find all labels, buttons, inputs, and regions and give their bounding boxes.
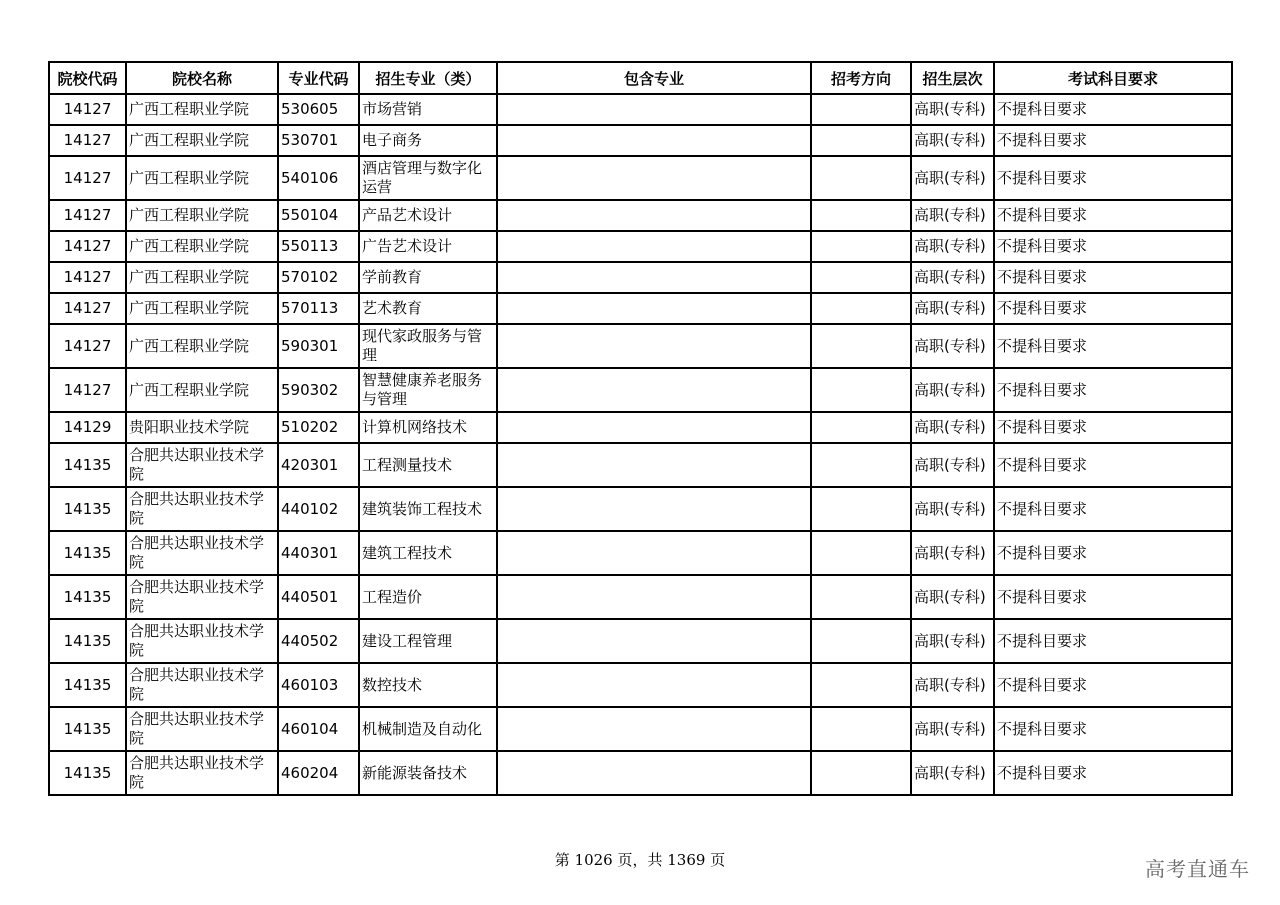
table-header-row — [49, 62, 1232, 94]
table-row — [49, 412, 1232, 443]
cell-school-name: 广西工程职业学院 — [126, 94, 278, 125]
cell-school-code: 14127 — [49, 293, 126, 324]
cell-direction — [811, 487, 911, 531]
cell-major: 市场营销 — [359, 94, 497, 125]
table-row — [49, 443, 1232, 487]
cell-subject-requirement: 不提科目要求 — [994, 368, 1232, 412]
cell-level: 高职(专科) — [911, 751, 994, 795]
cell-level: 高职(专科) — [911, 663, 994, 707]
table-row — [49, 125, 1232, 156]
cell-school-name: 合肥共达职业技术学院 — [126, 619, 278, 663]
cell-school-code: 14127 — [49, 156, 126, 200]
cell-direction — [811, 751, 911, 795]
cell-subject-requirement: 不提科目要求 — [994, 231, 1232, 262]
cell-major-code: 570113 — [278, 293, 359, 324]
cell-direction — [811, 125, 911, 156]
cell-major: 建筑装饰工程技术 — [359, 487, 497, 531]
table-row — [49, 619, 1232, 663]
cell-direction — [811, 368, 911, 412]
table-row — [49, 293, 1232, 324]
cell-major-code: 530605 — [278, 94, 359, 125]
cell-school-code: 14135 — [49, 707, 126, 751]
admissions-table — [48, 61, 1233, 796]
table-row — [49, 368, 1232, 412]
cell-major-code: 440102 — [278, 487, 359, 531]
cell-level: 高职(专科) — [911, 707, 994, 751]
cell-school-name: 广西工程职业学院 — [126, 156, 278, 200]
page-number: 第 1026 页，共 1369 页 — [554, 851, 726, 869]
cell-included-majors — [497, 487, 811, 531]
table-row — [49, 487, 1232, 531]
header-major-code: 专业代码 — [278, 62, 359, 94]
cell-level: 高职(专科) — [911, 368, 994, 412]
cell-major: 广告艺术设计 — [359, 231, 497, 262]
cell-school-code: 14135 — [49, 751, 126, 795]
cell-school-code: 14127 — [49, 94, 126, 125]
cell-major: 计算机网络技术 — [359, 412, 497, 443]
cell-school-name: 广西工程职业学院 — [126, 125, 278, 156]
cell-level: 高职(专科) — [911, 156, 994, 200]
cell-included-majors — [497, 156, 811, 200]
cell-included-majors — [497, 531, 811, 575]
cell-direction — [811, 575, 911, 619]
cell-subject-requirement: 不提科目要求 — [994, 487, 1232, 531]
cell-school-code: 14127 — [49, 262, 126, 293]
cell-level: 高职(专科) — [911, 262, 994, 293]
cell-level: 高职(专科) — [911, 575, 994, 619]
cell-school-name: 合肥共达职业技术学院 — [126, 443, 278, 487]
cell-direction — [811, 619, 911, 663]
cell-major: 现代家政服务与管理 — [359, 324, 497, 368]
cell-major-code: 530701 — [278, 125, 359, 156]
cell-level: 高职(专科) — [911, 619, 994, 663]
table-row — [49, 663, 1232, 707]
cell-major-code: 550104 — [278, 200, 359, 231]
cell-level: 高职(专科) — [911, 94, 994, 125]
cell-subject-requirement: 不提科目要求 — [994, 751, 1232, 795]
cell-level: 高职(专科) — [911, 487, 994, 531]
cell-level: 高职(专科) — [911, 531, 994, 575]
cell-subject-requirement: 不提科目要求 — [994, 94, 1232, 125]
cell-major-code: 420301 — [278, 443, 359, 487]
cell-included-majors — [497, 751, 811, 795]
cell-level: 高职(专科) — [911, 293, 994, 324]
header-subject-requirement: 考试科目要求 — [994, 62, 1232, 94]
cell-school-code: 14135 — [49, 487, 126, 531]
cell-subject-requirement: 不提科目要求 — [994, 262, 1232, 293]
table-row — [49, 531, 1232, 575]
cell-included-majors — [497, 663, 811, 707]
cell-level: 高职(专科) — [911, 324, 994, 368]
header-school-name: 院校名称 — [126, 62, 278, 94]
cell-school-name: 广西工程职业学院 — [126, 324, 278, 368]
cell-level: 高职(专科) — [911, 125, 994, 156]
cell-school-name: 广西工程职业学院 — [126, 368, 278, 412]
cell-included-majors — [497, 262, 811, 293]
cell-major-code: 440301 — [278, 531, 359, 575]
cell-included-majors — [497, 231, 811, 262]
cell-subject-requirement: 不提科目要求 — [994, 200, 1232, 231]
cell-school-code: 14127 — [49, 125, 126, 156]
cell-major: 学前教育 — [359, 262, 497, 293]
table-row — [49, 575, 1232, 619]
cell-school-name: 合肥共达职业技术学院 — [126, 575, 278, 619]
cell-direction — [811, 156, 911, 200]
cell-major: 数控技术 — [359, 663, 497, 707]
cell-school-name: 广西工程职业学院 — [126, 262, 278, 293]
cell-school-name: 广西工程职业学院 — [126, 293, 278, 324]
cell-school-name: 合肥共达职业技术学院 — [126, 751, 278, 795]
cell-major-code: 440501 — [278, 575, 359, 619]
cell-direction — [811, 443, 911, 487]
cell-included-majors — [497, 94, 811, 125]
cell-direction — [811, 262, 911, 293]
cell-school-code: 14127 — [49, 231, 126, 262]
cell-major: 建筑工程技术 — [359, 531, 497, 575]
cell-major: 酒店管理与数字化运营 — [359, 156, 497, 200]
table-row — [49, 707, 1232, 751]
cell-subject-requirement: 不提科目要求 — [994, 663, 1232, 707]
cell-direction — [811, 663, 911, 707]
cell-direction — [811, 531, 911, 575]
table-row — [49, 200, 1232, 231]
cell-major-code: 440502 — [278, 619, 359, 663]
header-included-majors: 包含专业 — [497, 62, 811, 94]
cell-subject-requirement: 不提科目要求 — [994, 156, 1232, 200]
cell-included-majors — [497, 293, 811, 324]
cell-major: 艺术教育 — [359, 293, 497, 324]
cell-direction — [811, 412, 911, 443]
cell-school-name: 贵阳职业技术学院 — [126, 412, 278, 443]
cell-direction — [811, 707, 911, 751]
cell-major-code: 590301 — [278, 324, 359, 368]
table-row — [49, 94, 1232, 125]
cell-level: 高职(专科) — [911, 443, 994, 487]
cell-subject-requirement: 不提科目要求 — [994, 443, 1232, 487]
cell-school-name: 合肥共达职业技术学院 — [126, 531, 278, 575]
cell-major-code: 570102 — [278, 262, 359, 293]
header-major: 招生专业（类） — [359, 62, 497, 94]
cell-major: 新能源装备技术 — [359, 751, 497, 795]
cell-included-majors — [497, 412, 811, 443]
table-row — [49, 324, 1232, 368]
table-body — [49, 94, 1232, 795]
cell-school-code: 14135 — [49, 619, 126, 663]
cell-included-majors — [497, 200, 811, 231]
cell-subject-requirement: 不提科目要求 — [994, 125, 1232, 156]
cell-major-code: 510202 — [278, 412, 359, 443]
cell-included-majors — [497, 619, 811, 663]
cell-school-code: 14127 — [49, 200, 126, 231]
table-row — [49, 156, 1232, 200]
cell-school-name: 广西工程职业学院 — [126, 231, 278, 262]
table-row — [49, 262, 1232, 293]
cell-major-code: 540106 — [278, 156, 359, 200]
cell-major: 建设工程管理 — [359, 619, 497, 663]
cell-subject-requirement: 不提科目要求 — [994, 707, 1232, 751]
header-direction: 招考方向 — [811, 62, 911, 94]
table-row — [49, 751, 1232, 795]
cell-direction — [811, 94, 911, 125]
cell-major-code: 590302 — [278, 368, 359, 412]
cell-major: 工程测量技术 — [359, 443, 497, 487]
cell-school-name: 合肥共达职业技术学院 — [126, 663, 278, 707]
cell-subject-requirement: 不提科目要求 — [994, 412, 1232, 443]
cell-school-code: 14127 — [49, 324, 126, 368]
cell-major-code: 460204 — [278, 751, 359, 795]
cell-direction — [811, 231, 911, 262]
cell-subject-requirement: 不提科目要求 — [994, 575, 1232, 619]
cell-school-name: 合肥共达职业技术学院 — [126, 707, 278, 751]
cell-major-code: 460104 — [278, 707, 359, 751]
cell-major-code: 460103 — [278, 663, 359, 707]
cell-included-majors — [497, 707, 811, 751]
cell-direction — [811, 200, 911, 231]
cell-included-majors — [497, 125, 811, 156]
cell-level: 高职(专科) — [911, 412, 994, 443]
cell-subject-requirement: 不提科目要求 — [994, 531, 1232, 575]
cell-level: 高职(专科) — [911, 231, 994, 262]
cell-major: 智慧健康养老服务与管理 — [359, 368, 497, 412]
cell-direction — [811, 293, 911, 324]
cell-school-code: 14135 — [49, 663, 126, 707]
cell-school-code: 14129 — [49, 412, 126, 443]
cell-school-code: 14127 — [49, 368, 126, 412]
cell-major: 产品艺术设计 — [359, 200, 497, 231]
cell-direction — [811, 324, 911, 368]
cell-included-majors — [497, 443, 811, 487]
cell-school-code: 14135 — [49, 531, 126, 575]
cell-major: 工程造价 — [359, 575, 497, 619]
cell-subject-requirement: 不提科目要求 — [994, 619, 1232, 663]
cell-school-name: 广西工程职业学院 — [126, 200, 278, 231]
cell-school-code: 14135 — [49, 575, 126, 619]
cell-included-majors — [497, 368, 811, 412]
header-level: 招生层次 — [911, 62, 994, 94]
header-school-code: 院校代码 — [49, 62, 126, 94]
cell-included-majors — [497, 324, 811, 368]
cell-included-majors — [497, 575, 811, 619]
cell-school-name: 合肥共达职业技术学院 — [126, 487, 278, 531]
cell-major-code: 550113 — [278, 231, 359, 262]
cell-school-code: 14135 — [49, 443, 126, 487]
cell-subject-requirement: 不提科目要求 — [994, 293, 1232, 324]
watermark: 高考直通车 — [1145, 857, 1250, 881]
cell-major: 机械制造及自动化 — [359, 707, 497, 751]
table-row — [49, 231, 1232, 262]
cell-subject-requirement: 不提科目要求 — [994, 324, 1232, 368]
cell-major: 电子商务 — [359, 125, 497, 156]
cell-level: 高职(专科) — [911, 200, 994, 231]
